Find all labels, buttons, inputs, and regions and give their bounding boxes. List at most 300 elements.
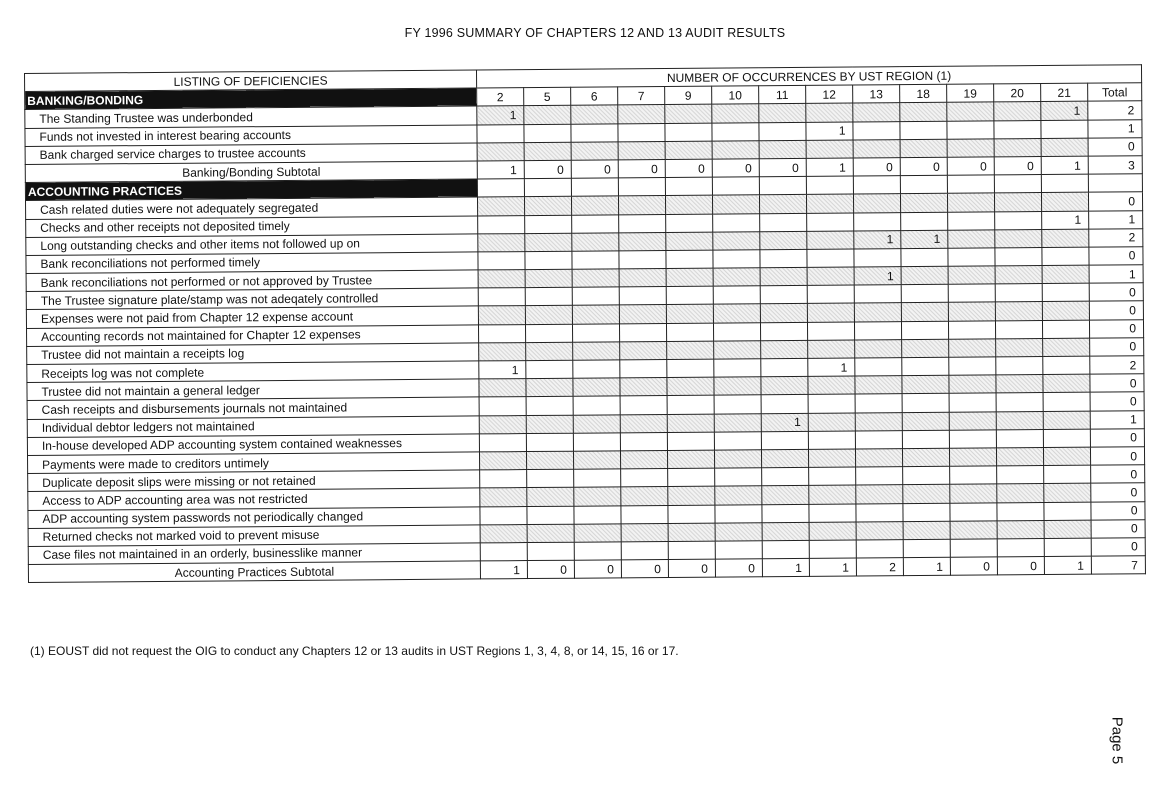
occurrence-cell: [573, 378, 620, 397]
deficiency-label: Accounting records not maintained for Chapter 12 expenses: [27, 325, 479, 347]
occurrence-cell: [994, 102, 1041, 121]
row-total: 0: [1088, 137, 1142, 156]
occurrence-cell: [1042, 302, 1089, 321]
occurrence-cell: [900, 121, 947, 140]
occurrence-cell: [996, 429, 1043, 448]
occurrence-cell: [621, 523, 668, 542]
occurrence-cell: [807, 322, 854, 341]
occurrence-cell: [855, 430, 902, 449]
occurrence-cell: [901, 266, 948, 285]
occurrence-cell: [714, 341, 761, 360]
deficiency-label: Access to ADP accounting area was not restricted: [28, 488, 480, 510]
occurrence-cell: [526, 433, 573, 452]
occurrence-cell: [902, 448, 949, 467]
occurrence-cell: [856, 539, 903, 558]
occurrence-cell: [713, 304, 760, 323]
occurrence-cell: [619, 305, 666, 324]
occurrence-cell: [903, 539, 950, 558]
occurrence-cell: [715, 468, 762, 487]
occurrence-cell: [996, 411, 1043, 430]
occurrence-cell: [527, 542, 574, 561]
subtotal-total: 7: [1091, 556, 1145, 575]
empty-cell: [947, 175, 994, 194]
deficiency-label: Case files not maintained in an orderly, businesslike manner: [28, 543, 480, 565]
occurrence-cell: [527, 524, 574, 543]
occurrences-by-region-header: NUMBER OF OCCURRENCES BY UST REGION (1): [476, 65, 1141, 88]
occurrence-cell: [573, 396, 620, 415]
occurrence-cell: [759, 195, 806, 214]
occurrence-cell: [714, 359, 761, 378]
occurrence-cell: [809, 485, 856, 504]
occurrence-cell: [807, 231, 854, 250]
occurrence-cell: [761, 395, 808, 414]
occurrence-cell: [903, 521, 950, 540]
occurrence-cell: [572, 214, 619, 233]
empty-cell: [853, 176, 900, 195]
region-header-5: 5: [524, 87, 571, 106]
occurrence-cell: [712, 104, 759, 123]
occurrence-cell: [665, 195, 712, 214]
occurrence-cell: [902, 394, 949, 413]
occurrence-cell: [713, 322, 760, 341]
occurrence-cell: [901, 303, 948, 322]
occurrence-cell: [478, 288, 525, 307]
row-total: 1: [1089, 265, 1143, 284]
occurrence-cell: [619, 250, 666, 269]
occurrence-cell: [901, 248, 948, 267]
region-header-7: 7: [618, 87, 665, 106]
occurrence-cell: [620, 341, 667, 360]
row-total: 0: [1091, 501, 1145, 520]
occurrence-cell: [573, 433, 620, 452]
occurrence-cell: 1: [854, 230, 901, 249]
occurrence-cell: [854, 303, 901, 322]
occurrence-cell: [715, 522, 762, 541]
occurrence-cell: [853, 194, 900, 213]
row-total: 0: [1091, 519, 1145, 538]
occurrence-cell: [854, 248, 901, 267]
occurrence-cell: [667, 414, 714, 433]
occurrence-cell: [666, 214, 713, 233]
subtotal-cell: 0: [759, 158, 806, 177]
occurrence-cell: [995, 247, 1042, 266]
page-number: [1104, 712, 1124, 772]
occurrence-cell: [808, 394, 855, 413]
occurrence-cell: [995, 320, 1042, 339]
subtotal-cell: 2: [856, 558, 903, 577]
occurrence-cell: [807, 303, 854, 322]
subtotal-cell: 0: [715, 559, 762, 578]
occurrence-cell: [856, 503, 903, 522]
occurrence-cell: [714, 413, 761, 432]
occurrence-cell: 1: [477, 106, 524, 125]
occurrence-cell: [478, 233, 525, 252]
occurrence-cell: [666, 268, 713, 287]
occurrence-cell: [1041, 192, 1088, 211]
region-header-2: 2: [477, 88, 524, 107]
occurrence-cell: [1042, 265, 1089, 284]
occurrence-cell: [667, 432, 714, 451]
occurrence-cell: [480, 488, 527, 507]
occurrence-cell: [1043, 374, 1090, 393]
subtotal-cell: 0: [997, 557, 1044, 576]
empty-cell: [1041, 174, 1088, 193]
subtotal-cell: 0: [668, 559, 715, 578]
occurrence-cell: [948, 248, 995, 267]
occurrence-cell: [995, 211, 1042, 230]
occurrence-cell: [571, 142, 618, 161]
subtotal-cell: 1: [1044, 556, 1091, 575]
occurrence-cell: [618, 105, 665, 124]
occurrence-cell: [525, 306, 572, 325]
occurrence-cell: [950, 466, 997, 485]
occurrence-cell: [620, 414, 667, 433]
occurrence-cell: [478, 324, 525, 343]
row-total: 2: [1089, 228, 1143, 247]
occurrence-cell: [478, 270, 525, 289]
occurrence-cell: [526, 342, 573, 361]
occurrence-cell: [477, 197, 524, 216]
occurrence-cell: [853, 103, 900, 122]
subtotal-cell: 0: [947, 157, 994, 176]
subtotal-cell: 0: [712, 159, 759, 178]
occurrence-cell: [480, 470, 527, 489]
occurrence-cell: [996, 393, 1043, 412]
subtotal-total: 3: [1088, 156, 1142, 175]
occurrence-cell: [854, 212, 901, 231]
occurrence-cell: [667, 377, 714, 396]
occurrence-cell: [996, 447, 1043, 466]
occurrence-cell: [950, 484, 997, 503]
occurrence-cell: [948, 266, 995, 285]
occurrence-cell: [621, 541, 668, 560]
occurrence-cell: [901, 212, 948, 231]
occurrence-cell: [900, 139, 947, 158]
occurrence-cell: [947, 102, 994, 121]
occurrence-cell: [713, 231, 760, 250]
occurrence-cell: [760, 304, 807, 323]
row-total: 0: [1088, 192, 1142, 211]
row-total: 0: [1091, 465, 1145, 484]
occurrence-cell: [714, 450, 761, 469]
occurrence-cell: [713, 250, 760, 269]
occurrence-cell: [668, 505, 715, 524]
occurrence-cell: [621, 487, 668, 506]
occurrence-cell: [526, 360, 573, 379]
deficiency-label: Funds not invested in interest bearing accounts: [25, 125, 477, 147]
occurrence-cell: [715, 486, 762, 505]
occurrence-cell: [667, 395, 714, 414]
deficiency-label: Checks and other receipts not deposited timely: [26, 215, 478, 237]
occurrence-cell: [761, 340, 808, 359]
empty-cell: [900, 175, 947, 194]
occurrence-cell: [526, 378, 573, 397]
occurrence-cell: [714, 431, 761, 450]
occurrence-cell: [760, 249, 807, 268]
occurrence-cell: [619, 323, 666, 342]
deficiency-label: Bank reconciliations not performed timely: [26, 252, 478, 274]
occurrence-cell: [525, 251, 572, 270]
row-total: 0: [1090, 428, 1144, 447]
occurrence-cell: [524, 124, 571, 143]
empty-cell: [712, 177, 759, 196]
subtotal-cell: 0: [524, 160, 571, 179]
deficiency-label: The Trustee signature plate/stamp was not adeqately controlled: [26, 288, 478, 310]
occurrence-cell: [621, 505, 668, 524]
region-header-11: 11: [759, 86, 806, 105]
occurrence-cell: [527, 469, 574, 488]
occurrence-cell: 1: [1042, 211, 1089, 230]
deficiency-label: Returned checks not marked void to prevent misuse: [28, 525, 480, 547]
occurrence-cell: [1044, 538, 1091, 557]
occurrence-cell: [902, 412, 949, 431]
occurrence-cell: [525, 233, 572, 252]
occurrence-cell: [761, 431, 808, 450]
subtotal-cell: 0: [571, 160, 618, 179]
subtotal-cell: 1: [809, 558, 856, 577]
occurrence-cell: [996, 375, 1043, 394]
occurrence-cell: [667, 450, 714, 469]
occurrence-cell: [1043, 447, 1090, 466]
region-header-9: 9: [665, 86, 712, 105]
occurrence-cell: [712, 122, 759, 141]
row-total: 0: [1089, 319, 1143, 338]
occurrence-cell: [853, 139, 900, 158]
deficiency-label: Cash receipts and disbursements journals not maintained: [27, 397, 479, 419]
occurrence-cell: [996, 357, 1043, 376]
occurrence-cell: [620, 378, 667, 397]
occurrence-cell: [573, 414, 620, 433]
audit-results-table: [24, 64, 1146, 583]
deficiency-label: Individual debtor ledgers not maintained: [27, 415, 479, 437]
occurrence-cell: 1: [479, 361, 526, 380]
occurrence-cell: [1044, 483, 1091, 502]
occurrence-cell: [949, 375, 996, 394]
occurrence-cell: [668, 541, 715, 560]
occurrence-cell: [949, 357, 996, 376]
region-header-13: 13: [853, 85, 900, 104]
occurrence-cell: [948, 230, 995, 249]
occurrence-cell: [712, 140, 759, 159]
region-header-18: 18: [900, 84, 947, 103]
occurrence-cell: [572, 305, 619, 324]
occurrence-cell: [571, 196, 618, 215]
occurrence-cell: [479, 397, 526, 416]
occurrence-cell: [759, 140, 806, 159]
occurrence-cell: [808, 431, 855, 450]
empty-cell: [477, 179, 524, 198]
occurrence-cell: [903, 503, 950, 522]
occurrence-cell: [762, 467, 809, 486]
empty-cell: [994, 175, 1041, 194]
occurrence-cell: [855, 394, 902, 413]
occurrence-cell: [760, 322, 807, 341]
occurrence-cell: [995, 302, 1042, 321]
occurrence-cell: [995, 284, 1042, 303]
occurrence-cell: [806, 103, 853, 122]
subtotal-cell: 1: [1041, 156, 1088, 175]
occurrence-cell: [949, 448, 996, 467]
occurrence-cell: [856, 521, 903, 540]
occurrence-cell: [1043, 429, 1090, 448]
occurrence-cell: [667, 359, 714, 378]
occurrence-cell: [950, 521, 997, 540]
occurrence-cell: [855, 412, 902, 431]
region-header-6: 6: [571, 87, 618, 106]
occurrence-cell: [997, 502, 1044, 521]
occurrence-cell: [525, 269, 572, 288]
occurrence-cell: [714, 377, 761, 396]
occurrence-cell: [668, 468, 715, 487]
occurrence-cell: [1042, 229, 1089, 248]
occurrence-cell: [524, 197, 571, 216]
occurrence-cell: [949, 430, 996, 449]
occurrence-cell: [901, 321, 948, 340]
occurrence-cell: [806, 194, 853, 213]
occurrence-cell: 1: [854, 267, 901, 286]
occurrence-cell: [948, 302, 995, 321]
occurrence-cell: [853, 121, 900, 140]
page-number-label: Page 5: [1108, 716, 1126, 765]
row-total: 0: [1091, 538, 1145, 557]
deficiency-label: Bank reconciliations not performed or not approved by Trustee: [26, 270, 478, 292]
row-total: 2: [1088, 101, 1142, 120]
occurrence-cell: [807, 267, 854, 286]
empty-cell: [618, 178, 665, 197]
occurrence-cell: [809, 503, 856, 522]
occurrence-cell: [667, 341, 714, 360]
empty-cell: [571, 178, 618, 197]
deficiency-label: The Standing Trustee was underbonded: [25, 106, 477, 128]
deficiency-label: Expenses were not paid from Chapter 12 expense account: [26, 306, 478, 328]
subtotal-cell: 0: [994, 156, 1041, 175]
occurrence-cell: [760, 286, 807, 305]
occurrence-cell: [950, 539, 997, 558]
occurrence-cell: [524, 106, 571, 125]
occurrence-cell: [574, 469, 621, 488]
listing-of-deficiencies-header: LISTING OF DEFICIENCIES: [25, 70, 477, 92]
occurrence-cell: [809, 540, 856, 559]
occurrence-cell: [997, 538, 1044, 557]
occurrence-cell: [527, 488, 574, 507]
occurrence-cell: [808, 376, 855, 395]
occurrence-cell: [1044, 465, 1091, 484]
row-total: 1: [1089, 210, 1143, 229]
subtotal-cell: 1: [477, 161, 524, 180]
deficiency-label: Cash related duties were not adequately segregated: [26, 197, 478, 219]
occurrence-cell: [479, 452, 526, 471]
occurrence-cell: [762, 504, 809, 523]
region-header-21: 21: [1041, 83, 1088, 102]
occurrence-cell: [665, 104, 712, 123]
subtotal-cell: 1: [480, 561, 527, 580]
occurrence-cell: [574, 542, 621, 561]
occurrence-cell: [760, 267, 807, 286]
occurrence-cell: [1044, 520, 1091, 539]
occurrence-cell: [947, 120, 994, 139]
occurrence-cell: [759, 122, 806, 141]
occurrence-cell: [903, 485, 950, 504]
occurrence-cell: [996, 338, 1043, 357]
row-total: 0: [1089, 247, 1143, 266]
occurrence-cell: [571, 105, 618, 124]
subtotal-cell: 1: [762, 558, 809, 577]
occurrence-cell: [572, 287, 619, 306]
occurrence-cell: [573, 360, 620, 379]
occurrence-cell: [574, 524, 621, 543]
empty-cell: [665, 177, 712, 196]
region-header-12: 12: [806, 85, 853, 104]
occurrence-cell: [948, 211, 995, 230]
occurrence-cell: [949, 411, 996, 430]
occurrence-cell: [950, 502, 997, 521]
occurrence-cell: [1042, 320, 1089, 339]
occurrence-cell: [527, 506, 574, 525]
occurrence-cell: [714, 395, 761, 414]
occurrence-cell: [715, 504, 762, 523]
occurrence-cell: [526, 451, 573, 470]
occurrence-cell: [856, 467, 903, 486]
occurrence-cell: [526, 415, 573, 434]
deficiency-label: Bank charged service charges to trustee accounts: [25, 143, 477, 165]
occurrence-cell: [806, 140, 853, 159]
occurrence-cell: [715, 541, 762, 560]
occurrence-cell: [1041, 120, 1088, 139]
row-total: 0: [1091, 483, 1145, 502]
occurrence-cell: [480, 506, 527, 525]
occurrence-cell: [903, 466, 950, 485]
occurrence-cell: [618, 196, 665, 215]
occurrence-cell: [762, 540, 809, 559]
occurrence-cell: [855, 376, 902, 395]
row-total: 0: [1090, 392, 1144, 411]
total-header: Total: [1088, 83, 1142, 102]
deficiency-label: Trustee did not maintain a general ledger: [27, 379, 479, 401]
occurrence-cell: [997, 520, 1044, 539]
occurrence-cell: [809, 522, 856, 541]
deficiency-label: Long outstanding checks and other items not followed up on: [26, 234, 478, 256]
empty-cell: [524, 178, 571, 197]
occurrence-cell: [1043, 356, 1090, 375]
occurrence-cell: [479, 379, 526, 398]
occurrence-cell: [1044, 502, 1091, 521]
subtotal-cell: 0: [621, 560, 668, 579]
occurrence-cell: [1042, 283, 1089, 302]
occurrence-cell: 1: [1041, 102, 1088, 121]
row-total: 1: [1088, 119, 1142, 138]
occurrence-cell: [855, 449, 902, 468]
occurrence-cell: [479, 415, 526, 434]
occurrence-cell: [666, 250, 713, 269]
occurrence-cell: [947, 139, 994, 158]
occurrence-cell: [1042, 247, 1089, 266]
occurrence-cell: 1: [761, 413, 808, 432]
occurrence-cell: [1043, 338, 1090, 357]
page-title: FY 1996 SUMMARY OF CHAPTERS 12 AND 13 AUDIT RESULTS: [404, 26, 786, 40]
occurrence-cell: [855, 358, 902, 377]
occurrence-cell: [1041, 138, 1088, 157]
occurrence-cell: [994, 193, 1041, 212]
occurrence-cell: [526, 397, 573, 416]
occurrence-cell: [761, 358, 808, 377]
occurrence-cell: [997, 466, 1044, 485]
subtotal-label: Accounting Practices Subtotal: [28, 561, 480, 583]
occurrence-cell: [807, 249, 854, 268]
occurrence-cell: 1: [808, 358, 855, 377]
occurrence-cell: [760, 213, 807, 232]
occurrence-cell: [666, 232, 713, 251]
occurrence-cell: [900, 194, 947, 213]
